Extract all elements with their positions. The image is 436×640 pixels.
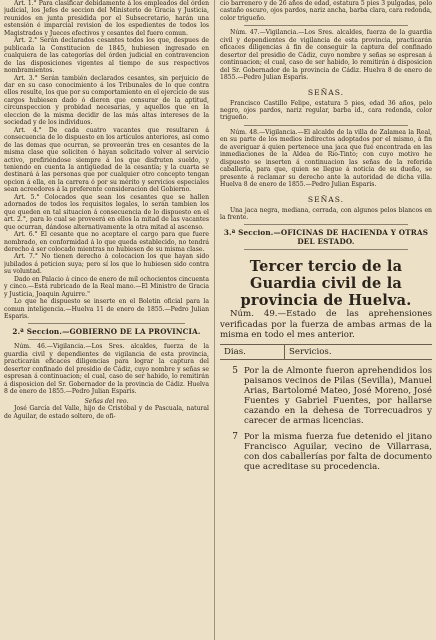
notice-divider — [244, 125, 408, 126]
article-5: Art. 5.° Colocados que sean los cesantes que se hallen adornados de todos los requisitos legales, lo serán tambien los que queden en tal situacion á consecuencia de lo dispuesto en el art. 2.°, para lo cual se proveerá en ellos la mitad de las vacantes que ocurran, dándose alternativamente la otra mitad al ascenso. — [4, 193, 209, 231]
apprehensions-table — [220, 344, 432, 360]
guardia-civil-title: Tercer tercio de la Guardia civil de la provincia de Huelva. — [240, 258, 412, 310]
decree-publication: Lo que he dispuesto se inserte en el Boletin oficial para la comun inteligencia.—Huelva 11 de enero de 1855.—Pedro Julian Esparis. — [4, 298, 209, 321]
section-divider — [28, 339, 185, 340]
section-2-heading: 2.ª Seccion.—GOBIERNO DE LA PROVINCIA. — [12, 327, 201, 337]
entry-day: 7 — [232, 432, 238, 443]
article-1: Art. 1.° Para clasificar debidamente á los empleados del órden judicial, los Jefes de seccion del Ministerio de Gracia y Justicia, reunidos en junta presidida por el Subsecretario, harán una estensión é imparcial revision de los espedientes de todos los Magistrados y Jueces efectivos y cesantes del fuero comun. — [4, 0, 209, 37]
right-column — [220, 0, 432, 640]
article-3: Art. 3.° Serán también declarados cesantes, sin perjuicio de dar en su caso conocimiento á los Tribunales de lo que contra ellos resulte, los que por su comportamiento en el ejercicio de sus cargos hubiesen dado ó dieren que censurar de la aptitud, circunspeccion y probidad necesarias, y aquellos que en la eleccion de la misma decidir de las más altas intereses de la sociedad y de los individuos. — [4, 74, 209, 127]
notice-49: Núm. 49.—Estado de las aprehensiones verificadas por la fuerza de ambas armas de la misma en todo el mes anterior. — [220, 309, 432, 340]
decree-closing: Dado en Palacio á cinco de enero de mil ochocientos cincuenta y cinco.—Está rubricado de la Real mano.—El Ministro de Gracia y Justicia, Joaquin Aguirre." — [4, 275, 209, 298]
left-column — [4, 0, 209, 640]
senas-del-reo-heading: Señas del reo. — [84, 397, 129, 405]
notice-47: Núm. 47.—Vigilancia.—Los Sres. alcaldes, fuerza de la guardia civil y dependientes de vigilancia de esta provincia, practicarán eficaces diligencias á fin de conseguir la captura del confinado desertor del presidio de Cádiz, cuyo nombre y señas se espresan á continuacion; el cual, caso de ser habido, lo remitirán á disposicion del Sr. Gobernador de la provincia de Cádiz. Huelva 8 de enero de 1855.—Pedro Julian Esparis. — [220, 29, 432, 82]
entry-text: Por la misma fuerza fue detenido el jitano Francisco Aguilar, vecino de Villarrasa, con dos caballerías por falta de documento que acreditase su procedencia. — [244, 432, 432, 473]
section-3-heading: 3.ª Seccion.—OFICINAS DE HACIENDA Y OTRAS DEL ESTADO. — [223, 228, 429, 247]
table-row — [220, 366, 432, 426]
table-header-servicios: Servicios. — [285, 345, 433, 360]
entry-text: Por la de Almonte fueron aprehendidos los paisanos vecinos de Pilas (Sevilla), Manuel Arias, Bartolomé Mateo, José Moreno, José Fuentes y Gabriel Fuentes, por hallarse cazando en la dehesa de Torrecuadros y carecer de armas licencias. — [244, 366, 432, 427]
table-header-dias: Dias. — [220, 345, 285, 360]
article-6: Art. 6.° El cesante que no aceptare el cargo para que fuere nombrado, en conformidad á lo que queda establecido, no tendrá derecho á ser colocado mientras no hubiesen de su misma clase. — [4, 231, 209, 253]
reo-description-continued: cio barrenero y de 26 años de edad, estatura 5 pies 3 pulgadas, pelo castaño oscuro, ojos pardos, nariz ancha, barba clara, cara redonda, color trigueño. — [220, 0, 432, 22]
notice-46: Núm. 46.—Vigilancia.—Los Sres. alcaldes, fuerza de la guardia civil y dependientes de vigilancia de esta provincia, practicarán eficaces diligencias para lograr la captura del desertor confinado del presidio de Cádiz, cuyo nombre y señas se espresan á continuacion; el cual, caso de ser habido, lo remitirán á disposicion del Sr. Gobernador de la provincia de Cádiz. Huelva 8 de enero de 1855.—Pedro Julian Esparis. — [4, 343, 209, 396]
senas-heading: SEÑAS. — [307, 87, 345, 97]
article-2: Art. 2.° Serán declarados cesantes todos los que, despues de publicada la Constitucion de 1845, hubiesen ingresado en cualquiera de las categorías del órden judicial en contravencion de las disposiciones vigentes al tiempo de sus respectivos nombramientos. — [4, 37, 209, 75]
table-row — [220, 432, 432, 472]
article-7: Art. 7.° No tienen derecho á colocacion los que hayan sido jubilados á peticion suya; pero sí los que lo hubiesen sido contra su voluntad. — [4, 253, 209, 276]
jaca-description: Una jaca negra, mediana, cerrada, con algunos pelos blancos en la frente. — [220, 206, 432, 221]
article-4: Art. 4.° De cada cuatro vacantes que resultaren á consecuencia de lo dispuesto en los artículos anteriores, así como de las demas que ocurran, se proveerán tres en cesantes de la misma clase que soliciten ó hayan solicitado volver al servicio activo, prefiriéndose siempre á los que disfruten sueldo, y teniendo en cuenta la antigüedad de la cesantía; y la cuarta se destinará á las personas que por cualquier otro concepto tengan opcion á ella, en la carrera ó por su mérito y servicios especiales sean acreedores á la preferente consideracion del Gobierno. — [4, 126, 209, 194]
notice-48: Núm. 48.—Vigilancia.—El alcalde de la villa de Zalamea la Real, en su parte de los medios indirectos adoptados por el mismo, á fin de averiguar á quien pertenece una jaca que fué encontrada en las inmediaciones de la Aldea de Rio-Tinto; con cuyo motivo he dispuesto se inserten á continuacion las señas de la referida caballería, para que, quien se llegue á noticia de su dueño, se presente á reclamar su derecho ante la autoridad de dicha villa. Huelva 8 de enero de 1855.—Pedro Julian Esparis. — [220, 128, 432, 189]
section-divider — [244, 249, 408, 250]
section-divider — [28, 323, 185, 324]
reo-description: José García del Valle, hijo de Cristóbal y de Pascuala, natural de Aguilar, de estado soltero, de ofi- — [4, 405, 209, 420]
francisco-description: Francisco Castillo Felipe, estatura 5 pies, edad 36 años, pelo negro, ojos pardos, nariz regular, barba id., cara redonda, color trigueño. — [220, 99, 432, 122]
column-rule — [214, 0, 215, 640]
senas-heading-2: SEÑAS. — [307, 194, 345, 204]
section-divider — [244, 224, 408, 225]
entry-day: 5 — [232, 366, 238, 377]
notice-divider — [244, 25, 408, 26]
